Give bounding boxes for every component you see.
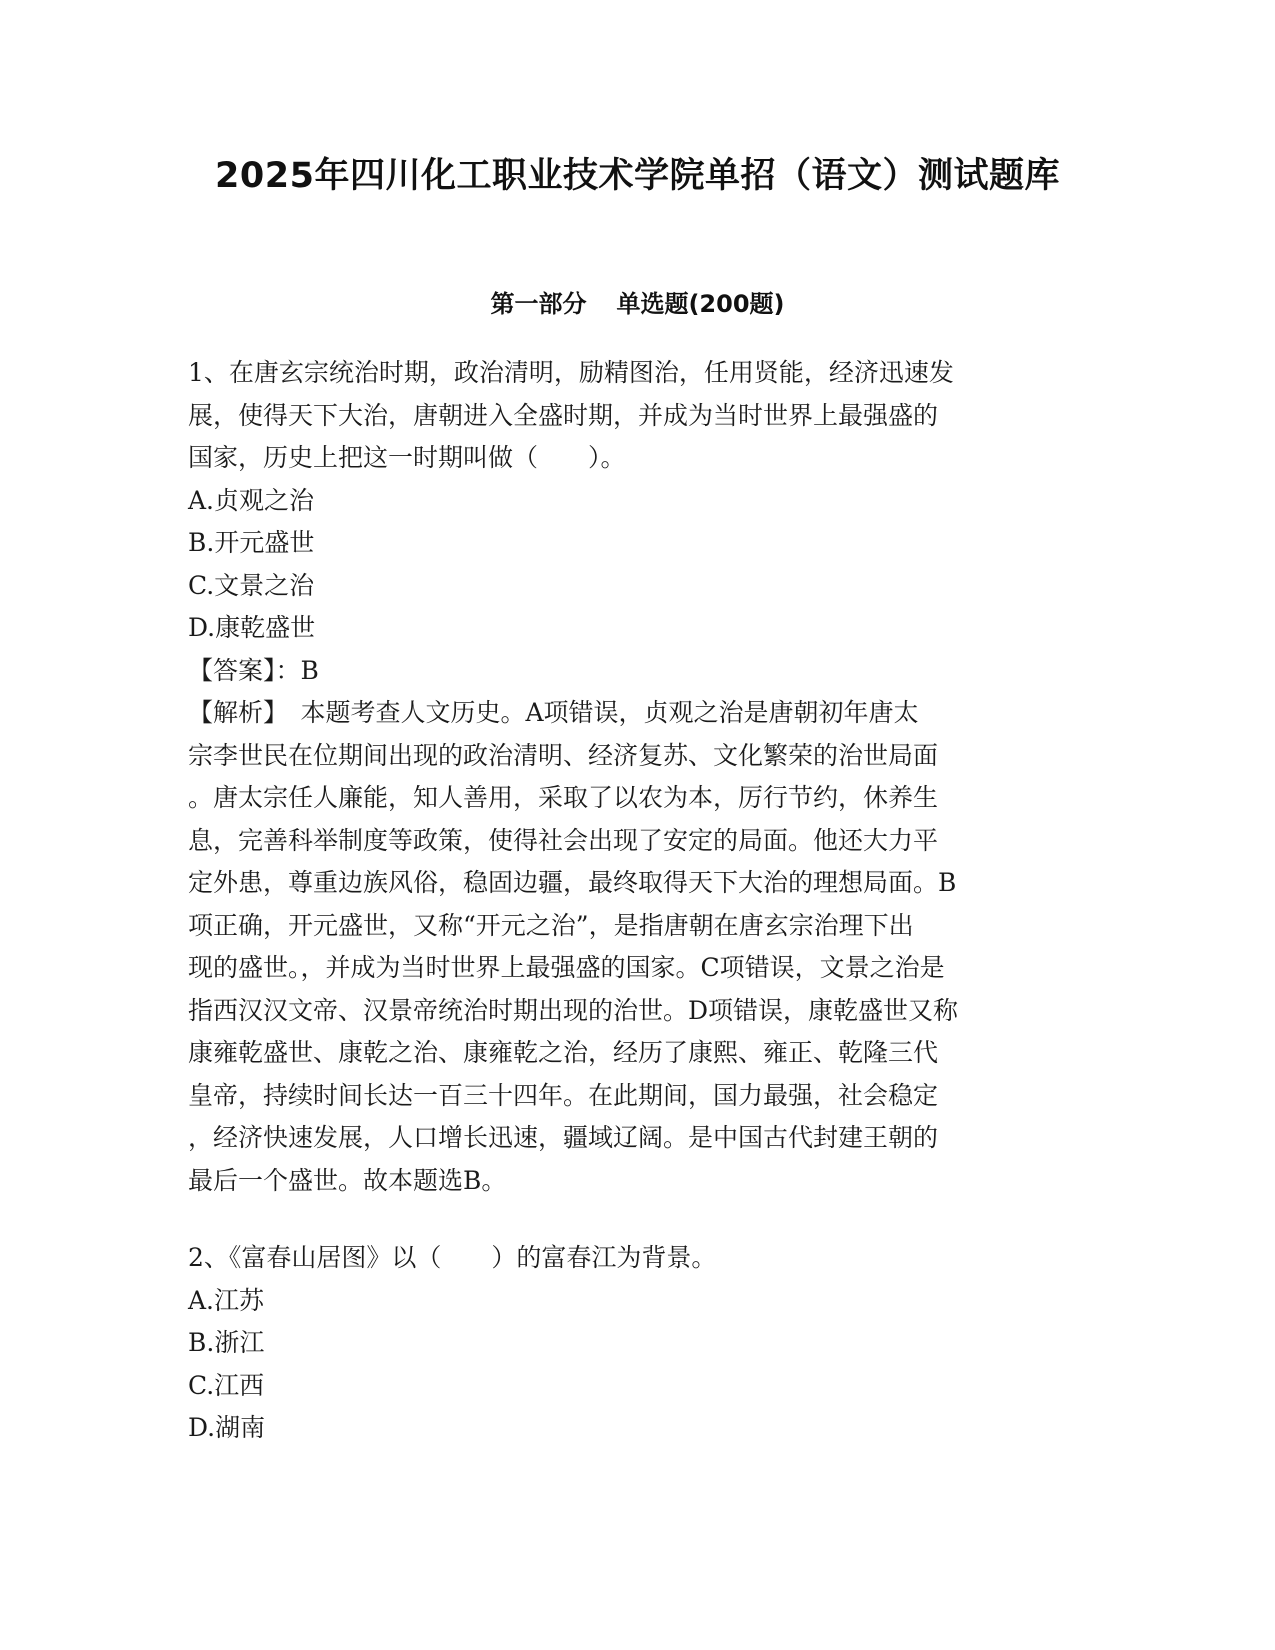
analysis-line: ，经济快速发展，人口增长迅速，疆域辽阔。是中国古代封建王朝的 <box>188 1123 939 1152</box>
document-title: 2025年四川化工职业技术学院单招（语文）测试题库 <box>215 156 1060 196</box>
answer-line: 【答案】：B <box>188 655 319 685</box>
option-b: B.浙江 <box>188 1328 265 1357</box>
question-stem-line: 2、《富春山居图》以（ ）的富春江为背景。 <box>188 1243 717 1272</box>
section-part: 第一部分 <box>490 290 587 318</box>
option-d: D.康乾盛世 <box>188 613 316 642</box>
section-name: 单选题(200题) <box>616 290 785 318</box>
section-heading <box>0 284 1275 319</box>
analysis-line: 指西汉汉文帝、汉景帝统治时期出现的治世。D项错误，康乾盛世又称 <box>188 995 959 1025</box>
option-c: C.江西 <box>188 1370 265 1400</box>
option-d: D.湖南 <box>188 1413 266 1442</box>
analysis-line: 项正确，开元盛世，又称“开元之治”，是指唐朝在唐玄宗治理下出 <box>188 910 914 940</box>
analysis-line: 息，完善科举制度等政策，使得社会出现了安定的局面。他还大力平 <box>188 825 939 855</box>
analysis-line: 。唐太宗任人廉能，知人善用，采取了以农为本，厉行节约，休养生 <box>188 783 939 812</box>
option-c: C.文景之治 <box>188 570 315 600</box>
question-stem-line: 展，使得天下大治，唐朝进入全盛时期，并成为当时世界上最强盛的 <box>188 400 939 430</box>
option-a: A.江苏 <box>188 1285 265 1315</box>
analysis-line: 康雍乾盛世、康乾之治、康雍乾之治，经历了康熙、雍正、乾隆三代 <box>188 1038 939 1067</box>
analysis-line: 现的盛世。，并成为当时世界上最强盛的国家。C项错误，文景之治是 <box>188 953 945 982</box>
analysis-line: 宗李世民在位期间出现的政治清明、经济复苏、文化繁荣的治世局面 <box>188 740 939 770</box>
question-stem-line: 国家，历史上把这一时期叫做（ ）。 <box>188 443 626 472</box>
question-2 <box>188 1237 1088 1450</box>
analysis-line: 最后一个盛世。故本题选B。 <box>188 1165 507 1195</box>
analysis-line: 皇帝，持续时间长达一百三十四年。在此期间，国力最强，社会稳定 <box>188 1080 939 1110</box>
question-stem-line: 1、在唐玄宗统治时期，政治清明，励精图治，任用贤能，经济迅速发 <box>188 358 954 387</box>
analysis-line: 定外患，尊重边族风俗，稳固边疆，最终取得天下大治的理想局面。B <box>188 868 957 897</box>
option-b: B.开元盛世 <box>188 528 315 557</box>
question-1 <box>188 352 1088 1202</box>
analysis-line: 【解析】 本题考查人文历史。A项错误，贞观之治是唐朝初年唐太 <box>188 698 919 727</box>
option-a: A.贞观之治 <box>188 485 315 515</box>
